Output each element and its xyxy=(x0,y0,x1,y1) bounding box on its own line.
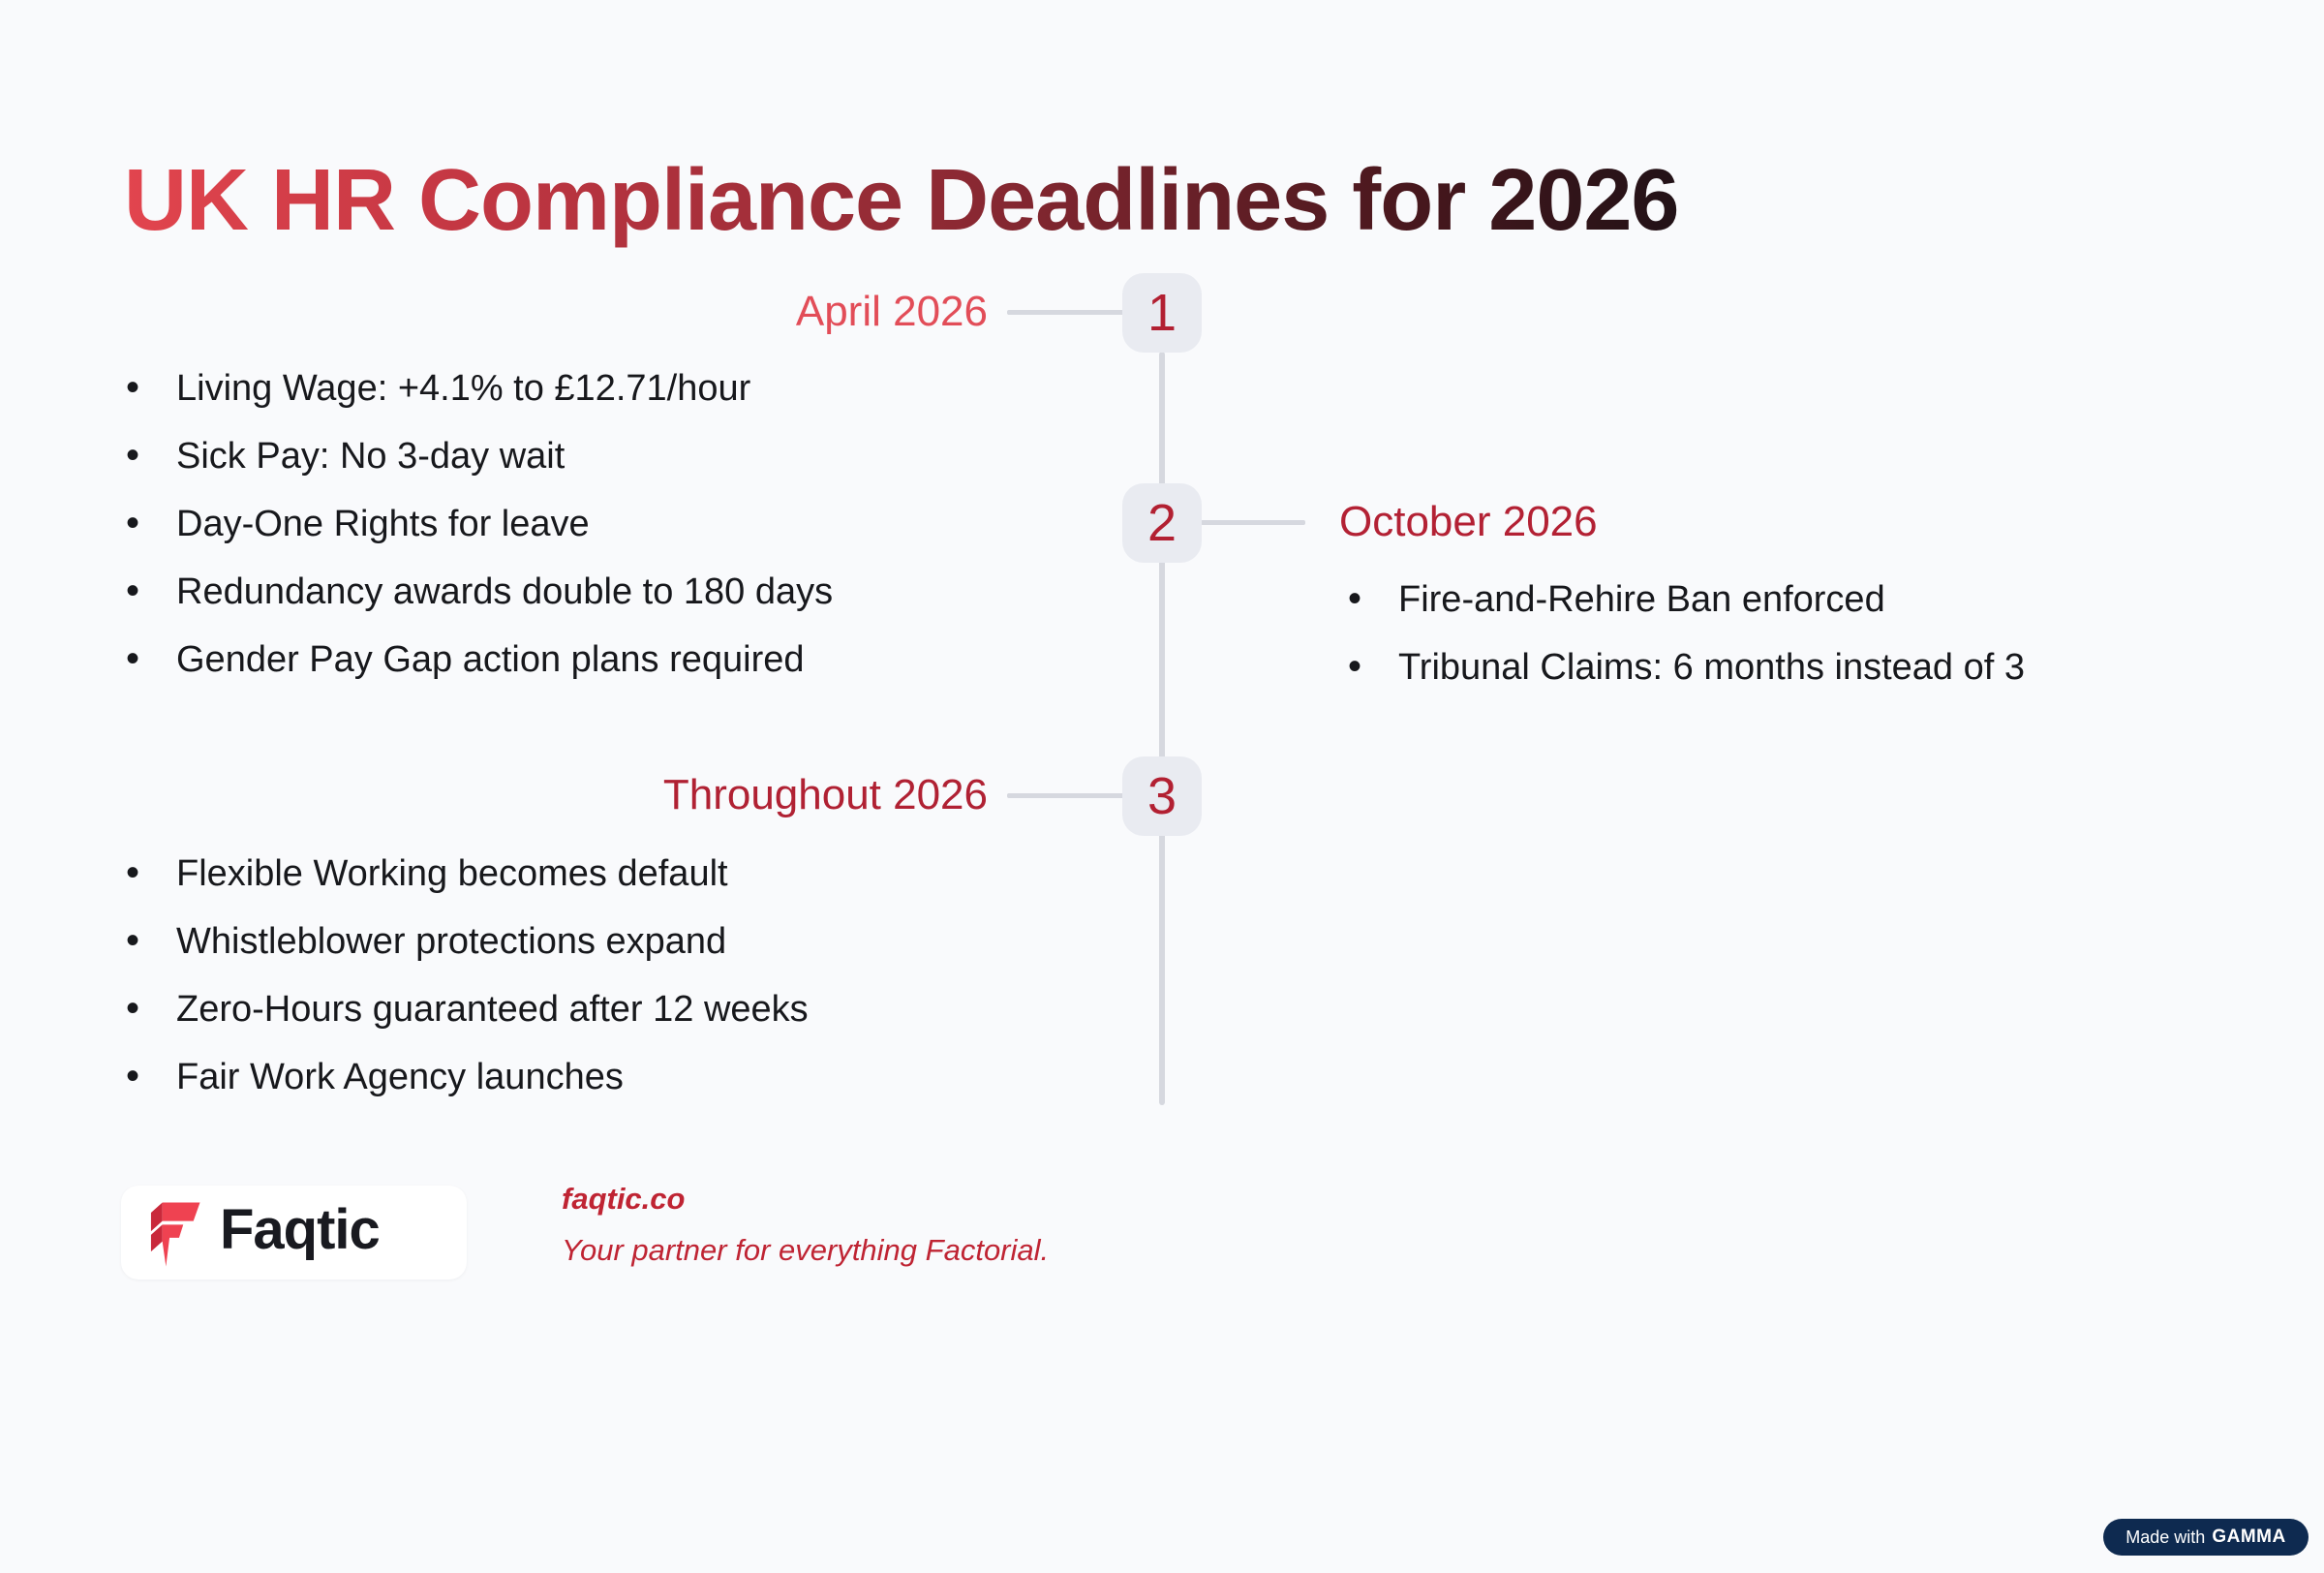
timeline-node-3: 3 xyxy=(1122,756,1202,836)
section-date-april-2026: April 2026 xyxy=(795,288,988,335)
october-2026-bullet-list xyxy=(1346,579,2025,715)
timeline-node-2: 2 xyxy=(1122,483,1202,563)
footer-website-link[interactable]: faqtic.co xyxy=(562,1182,686,1216)
list-item: • Tribunal Claims: 6 months instead of 3 xyxy=(1346,647,2025,688)
list-item: • Whistleblower protections expand xyxy=(124,921,809,962)
faqtic-logo-card xyxy=(121,1186,467,1280)
section-date-october-2026: October 2026 xyxy=(1339,498,1598,545)
list-item: • Day-One Rights for leave xyxy=(124,504,833,544)
footer-note xyxy=(562,1184,1049,1265)
list-item: • Sick Pay: No 3-day wait xyxy=(124,436,833,477)
timeline-node-1: 1 xyxy=(1122,273,1202,353)
timeline-vertical-line xyxy=(1159,352,1165,1105)
list-item: • Flexible Working becomes default xyxy=(124,853,809,894)
april-2026-bullet-list xyxy=(124,368,833,707)
list-item: • Fair Work Agency launches xyxy=(124,1057,809,1097)
list-item: • Zero-Hours guaranteed after 12 weeks xyxy=(124,989,809,1030)
section-date-throughout-2026: Throughout 2026 xyxy=(662,771,988,818)
list-item: • Living Wage: +4.1% to £12.71/hour xyxy=(124,368,833,409)
faqtic-logo-wordmark: Faqtic xyxy=(220,1197,380,1261)
list-item: • Gender Pay Gap action plans required xyxy=(124,639,833,680)
faqtic-logo-icon xyxy=(146,1197,202,1269)
badge-prefix-label: Made with xyxy=(2125,1527,2206,1547)
page-title: UK HR Compliance Deadlines for 2026 xyxy=(124,151,2206,252)
list-item: • Fire-and-Rehire Ban enforced xyxy=(1346,579,2025,620)
timeline-connector-1 xyxy=(1007,310,1125,315)
made-with-gamma-badge[interactable] xyxy=(2103,1519,2309,1556)
timeline-connector-2 xyxy=(1201,520,1305,525)
list-item: • Redundancy awards double to 180 days xyxy=(124,571,833,612)
timeline-connector-3 xyxy=(1007,793,1125,798)
throughout-2026-bullet-list xyxy=(124,853,809,1125)
gamma-logo-wordmark: GAMMA xyxy=(2212,1527,2286,1547)
footer-tagline: Your partner for everything Factorial. xyxy=(562,1233,1050,1267)
